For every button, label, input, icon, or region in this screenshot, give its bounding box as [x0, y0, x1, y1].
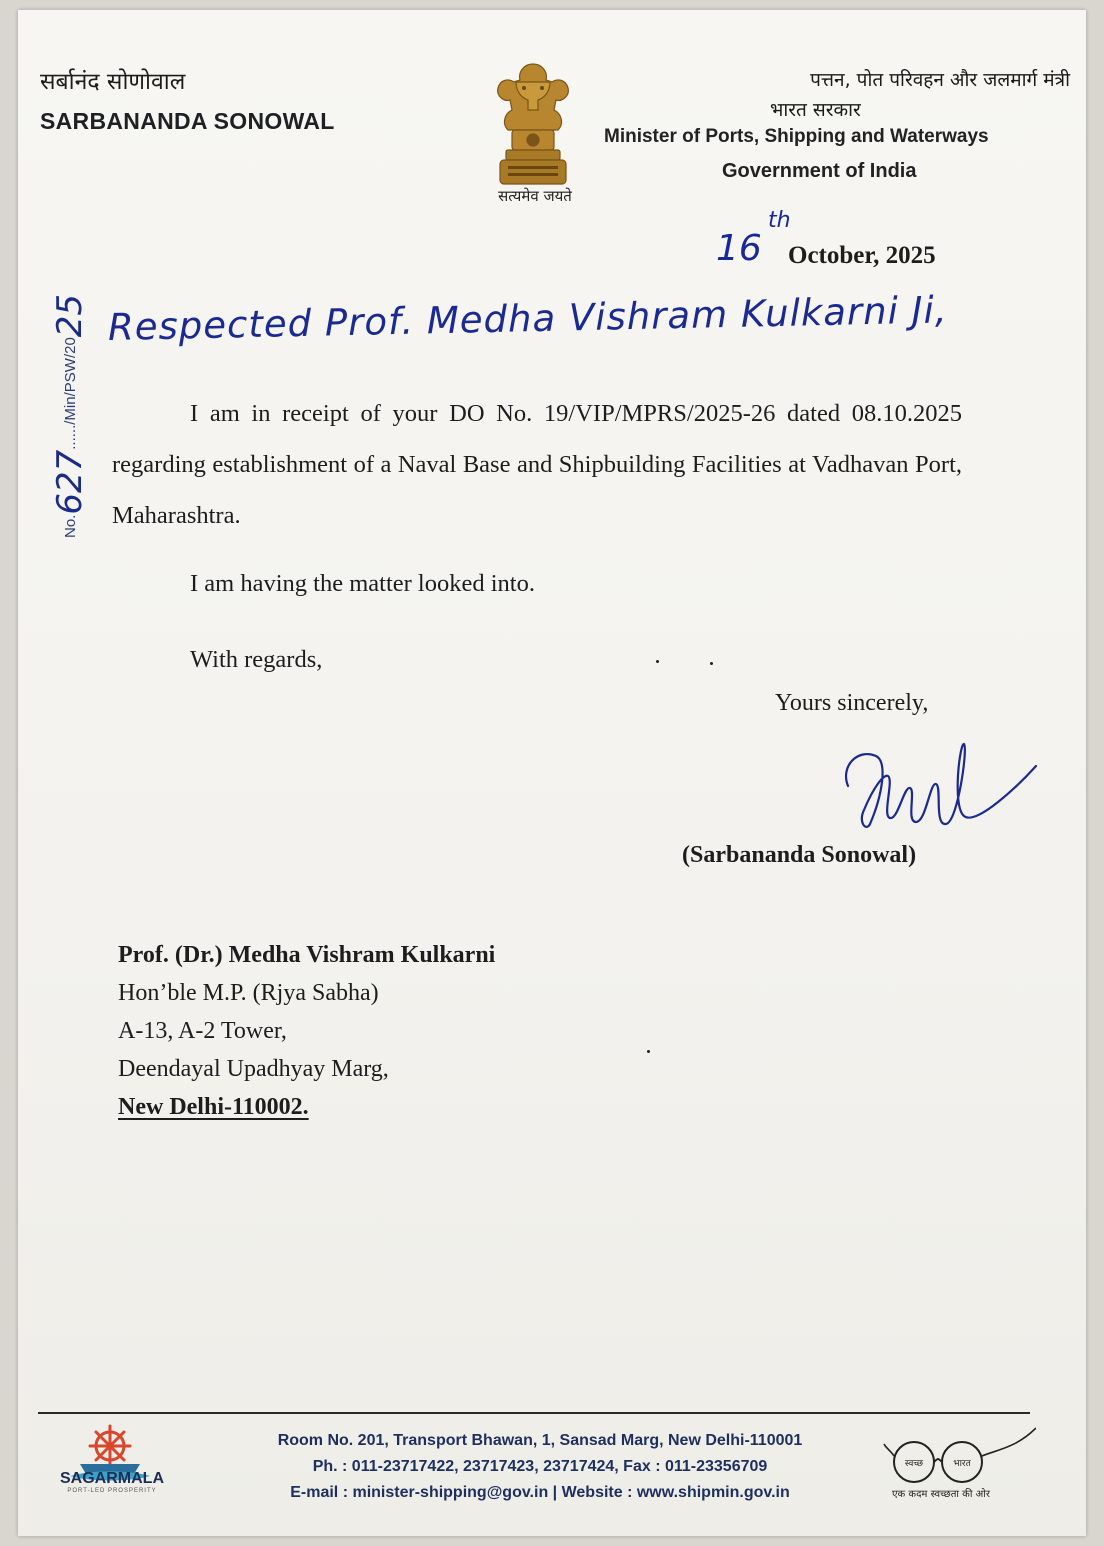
date-handwritten-suffix: th [768, 208, 791, 233]
stray-mark [647, 1050, 650, 1053]
body-paragraph: I am in receipt of your DO No. 19/VIP/MPRS/2025-26 dated 08.10.2025 regarding establishment of a Naval Base and Shipbuilding Facilities at Vadhavan Port, Maharashtra. [112, 400, 962, 529]
ref-prefix: No. [62, 514, 79, 538]
footer-divider [38, 1412, 1030, 1414]
stray-mark [656, 660, 659, 663]
office-title-english: Minister of Ports, Shipping and Waterways [604, 126, 989, 147]
stray-mark [710, 662, 713, 665]
government-hindi: भारत सरकार [770, 99, 861, 121]
signature [818, 726, 1048, 846]
sagarmala-tagline: PORT-LED PROSPERITY [67, 1488, 157, 1494]
recipient-address-line1: A-13, A-2 Tower, [118, 1018, 287, 1044]
signatory-name: (Sarbananda Sonowal) [682, 842, 917, 868]
reference-number [50, 118, 90, 538]
swachh-bharat-logo-icon [866, 1420, 1036, 1490]
swachh-left-text: स्वच्छ [904, 1459, 924, 1469]
footer-address: Room No. 201, Transport Bhawan, 1, Sansad Marg, New Delhi-110001 [277, 1432, 803, 1449]
date-handwritten-day: 16 [716, 228, 762, 269]
office-title-hindi: पत्तन, पोत परिवहन और जलमार्ग मंत्री [810, 69, 1070, 91]
ref-dots: ...... [62, 424, 79, 450]
government-english: Government of India [722, 160, 917, 182]
sagarmala-label: SAGARMALA [60, 1470, 164, 1487]
minister-name-hindi: सर्बानंद सोणोवाल [40, 69, 186, 95]
recipient-address-line2: Deendayal Upadhyay Marg, [118, 1056, 389, 1082]
closing-line: Yours sincerely, [775, 690, 929, 716]
emblem-motto: सत्यमेव जयते [498, 187, 572, 205]
body-paragraph-2: I am having the matter looked into. [190, 570, 535, 597]
recipient-city: New Delhi-110002. [118, 1094, 309, 1120]
recipient-designation: Hon’ble M.P. (Rjya Sabha) [118, 980, 379, 1006]
minister-name-english: SARBANANDA SONOWAL [40, 108, 335, 134]
ref-suffix: /Min/PSW/20 [62, 337, 79, 425]
recipient-name: Prof. (Dr.) Medha Vishram Kulkarni [118, 942, 496, 968]
swachh-right-text: भारत [953, 1459, 971, 1469]
ref-handwritten-number: 627 [50, 449, 90, 515]
swachh-tagline: एक कदम स्वच्छता की ओर [892, 1489, 990, 1500]
footer-phone: Ph. : 011-23717422, 23717423, 23717424, Fax : 011-23356709 [312, 1458, 768, 1475]
footer-email-website: E-mail : minister-shipping@gov.in | Website : www.shipmin.gov.in [290, 1484, 790, 1501]
national-emblem-icon [478, 58, 588, 188]
date-month-year: October, 2025 [788, 242, 936, 269]
ref-handwritten-year: 25 [50, 293, 90, 338]
regards-line: With regards, [190, 646, 323, 673]
sagarmala-logo-icon [40, 1424, 180, 1514]
salutation-handwritten: Respected Prof. Medha Vishram Kulkarni Ji, [107, 288, 949, 349]
